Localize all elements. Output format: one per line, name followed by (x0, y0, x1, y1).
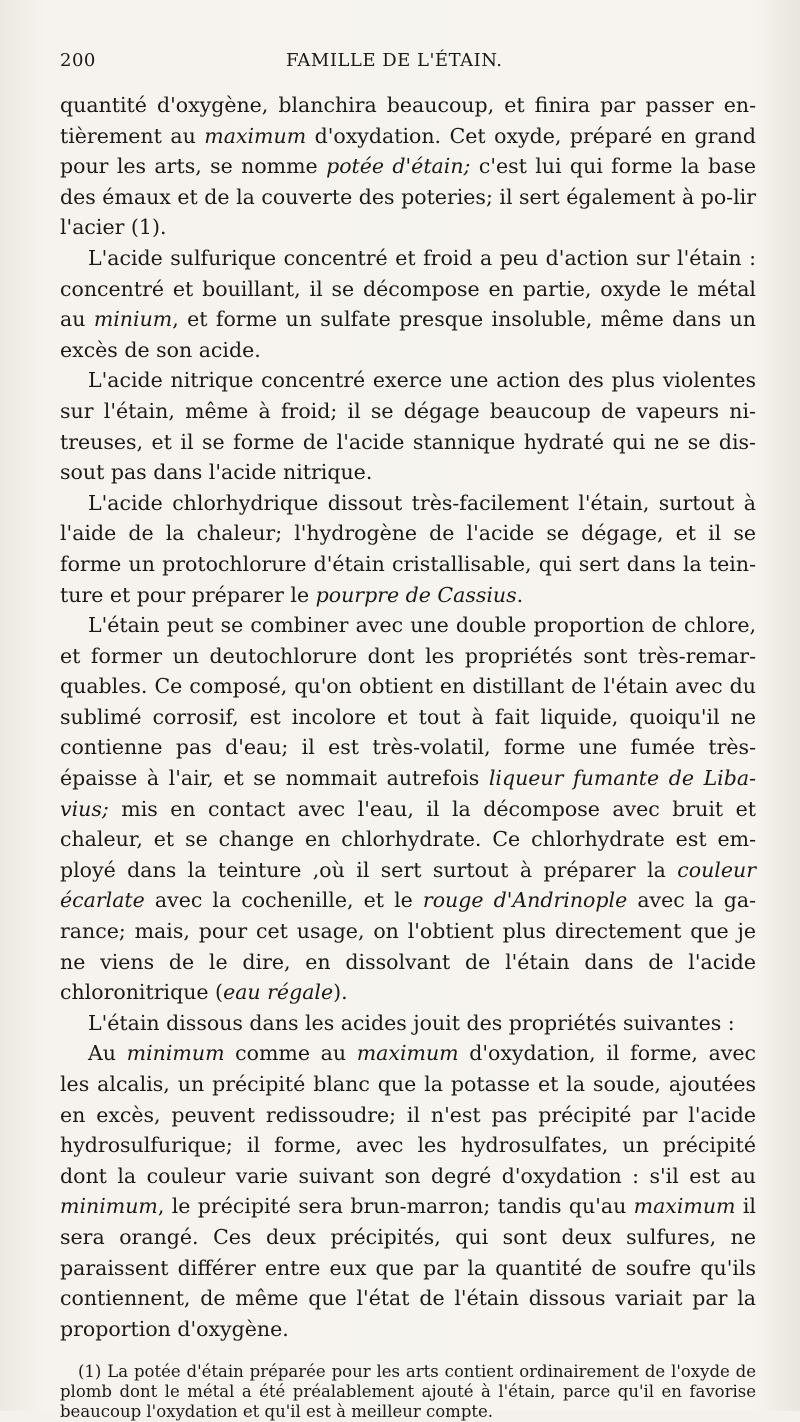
italic-term: couleur écarlate (60, 857, 756, 913)
text-run: , et forme un sulfate presque insoluble, même dans un excès de son acide. (60, 307, 756, 362)
italic-term: minimum (60, 1194, 158, 1219)
italic-term: rouge d'Andrinople (422, 888, 628, 913)
body-paragraph (60, 1038, 756, 1344)
text-run: quantité d'oxygène, blanchira beaucoup, et finira par passer en-tièrement au (60, 93, 756, 148)
italic-term: eau régale (223, 980, 334, 1005)
page-number: 200 (60, 50, 96, 71)
italic-term: maximum (204, 123, 307, 148)
text-run: . (516, 582, 524, 607)
text-run: L'acide sulfurique concentré et froid a peu d'action sur l'étain : concentré et bouillant, il se décompose en partie, oxyde le métal au (60, 245, 756, 332)
italic-term: minium (93, 307, 173, 332)
text-run: L'acide nitrique concentré exerce une action des plus violentes sur l'étain, même à froid; il se dégage beaucoup de vapeurs ni-treuses, et il se forme de l'acide stannique hydraté qui ne se dis-sout pas dans l'acide nitrique. (60, 368, 756, 485)
italic-term: maximum (633, 1194, 736, 1219)
text-run: ). (333, 980, 348, 1005)
text-run: c'est lui qui forme la base des émaux et de la couverte des poteries; il sert également à po-lir l'acier (1). (60, 154, 757, 240)
text-run: L'acide chlorhydrique dissout très-facilement l'étain, surtout à l'aide de la chaleur; l'hydrogène de l'acide se dégage, et il se forme un protochlorure d'étain cristallisable, qui sert dans la tein-ture et pour préparer le (60, 490, 756, 607)
italic-term: minimum (126, 1041, 225, 1066)
text-run: comme au (224, 1041, 357, 1066)
italic-term: potée d'étain; (326, 154, 471, 179)
text-run: il sera orangé. Ces deux précipités, qui sont deux sulfures, ne paraissent différer entre eux que par la quantité de soufre qu'ils contiennent, de même que l'état de l'étain dissous variait par la proportion d'oxygène. (60, 1194, 756, 1341)
running-head (60, 50, 756, 90)
body-text (60, 90, 756, 1344)
text-run: , le précipité sera brun-marron; tandis qu'au (157, 1194, 634, 1219)
body-paragraph (60, 488, 756, 610)
body-paragraph (60, 365, 756, 487)
body-paragraph (60, 90, 756, 243)
text-run: Au (88, 1041, 127, 1066)
italic-term: liqueur fumante de Liba-vius; (60, 766, 757, 821)
italic-term: maximum (356, 1041, 459, 1066)
text-run: avec la cochenille, et le (144, 888, 423, 913)
footnote-text: (1) La potée d'étain préparée pour les arts contient ordinairement de l'oxyde de plomb dont le métal a été préalablement ajouté à l'étain, parce qu'il en favorise beaucoup l'oxydation et qu'il est à meilleur compte. (60, 1362, 756, 1422)
text-run: L'étain peut se combiner avec une double proportion de chlore, et former un deutochlorure dont les propriétés sont très-remar-quables. Ce composé, qu'on obtient en distillant de l'étain avec du sublimé corrosif, est incolore et tout à fait liquide, quoiqu'il ne contienne pas d'eau; il est très-volatil, forme une fumée très-épaisse à l'air, et se nommait autrefois (60, 613, 756, 791)
text-run: avec la ga-rance; mais, pour cet usage, on l'obtient plus directement que je ne viens de le dire, en dissolvant de l'étain dans de l'acide chloronitrique ( (60, 888, 757, 1005)
body-paragraph (60, 610, 756, 1008)
italic-term: pourpre de Cassius (315, 582, 517, 607)
text-run: L'étain dissous dans les acides jouit des propriétés suivantes : (88, 1010, 735, 1035)
body-paragraph (60, 243, 756, 365)
text-run: d'oxydation, il forme, avec les alcalis, un précipité blanc que la potasse et la soude, ajoutées en excès, peuvent redissoudre; il n'est pas précipité par l'acide hydrosulfurique; il forme, avec les hydrosulfates, un précipité dont la couleur varie suivant son degré d'oxydation : s'il est au (60, 1041, 756, 1188)
body-paragraph (60, 1008, 756, 1039)
text-run: mis en contact avec l'eau, il la décompose avec bruit et chaleur, et se change en chlorhydrate. Ce chlorhydrate est em-ployé dans la teinture ,où il sert surtout à préparer la (60, 796, 756, 882)
footnote (60, 1362, 756, 1422)
running-title: FAMILLE DE L'ÉTAIN. (286, 50, 503, 71)
text-run: d'oxydation. Cet oxyde, préparé en grand pour les arts, se nomme (60, 123, 756, 179)
